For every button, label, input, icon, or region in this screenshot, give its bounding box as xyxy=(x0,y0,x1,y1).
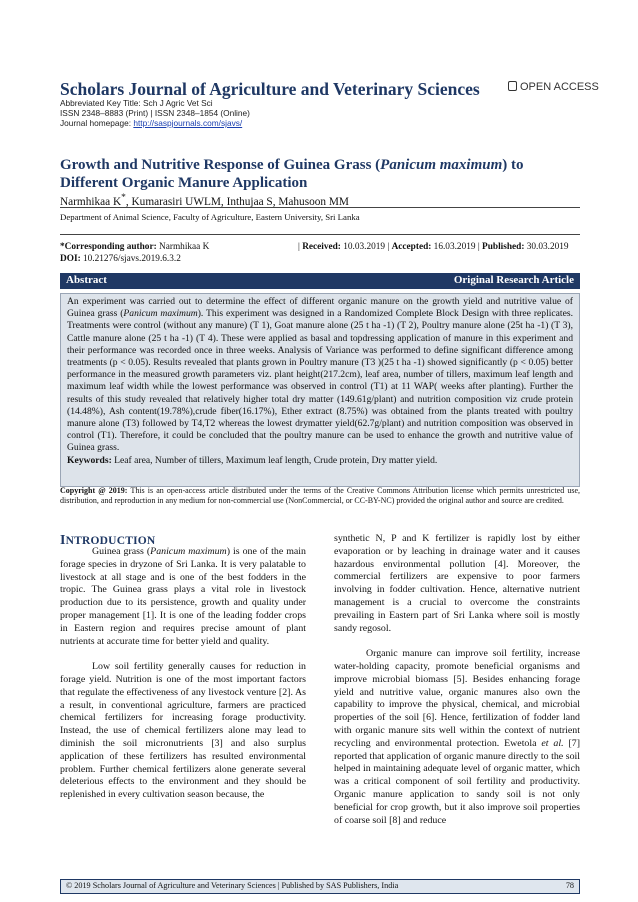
corresponding-mark: * xyxy=(121,193,126,203)
homepage-link[interactable]: http://saspjournals.com/sjavs/ xyxy=(133,118,243,128)
author-first: Narmhikaa K xyxy=(60,195,122,208)
corresponding-author: *Corresponding author: Narmhikaa K xyxy=(60,242,210,252)
abstract-heading: Abstract xyxy=(66,274,107,286)
introduction-heading: INTRODUCTION xyxy=(60,533,156,548)
page-number: 78 xyxy=(565,881,574,890)
doi-value: 10.21276/sjavs.2019.6.3.2 xyxy=(80,254,181,264)
intro-paragraph-1: Guinea grass (Panicum maximum) is one of the main forage species in dryzone of Sri Lanka. It is very palatable to livestock at all stage and is one of the best fodders in the tropic. The Guinea grass plays a vital role in livestock production due to its persistence, growth and quality under proper management [1]. It is one of the leading fodder crops in Eastern region and requires precise amount of plant nutrients at accurate time for better yield and quality. xyxy=(60,546,306,647)
intro-paragraph-2: Low soil fertility generally causes for reduction in forage yield. Nutrition is one of the most important factors that regulate the effectiveness of any livestock venture [2]. As a result, in conventional agriculture, farmers are practiced chemical fertilizers for increasing forage productivity. Instead, the use of chemical fertilizers alone may lead to diminish the soil micronutrients [3] and also surplus application of these fertilizers has resulted environmental problem. Further chemical fertilizers alone generate several deleterious effects to the environment and they should be replenished in every cultivation season because, the xyxy=(60,661,306,801)
open-lock-icon xyxy=(508,81,517,91)
affiliation: Department of Animal Science, Faculty of Agriculture, Eastern University, Sri Lanka xyxy=(60,212,360,222)
abstract-body xyxy=(60,293,580,487)
intro-paragraph-3: synthetic N, P and K fertilizer is rapidly lost by either evaporation or by leaching in drainage water and it causes hazardous environmental pollution [4]. Moreover, the commercial fertilizers are expensive to poor farmers involving in fodder cultivation. Hence, alternative nutrient management is a crucial to overcome the constraints prevailing in Eastern part of Sri Lanka where soil is mostly sandy regosol. xyxy=(334,533,580,634)
doi: DOI: 10.21276/sjavs.2019.6.3.2 xyxy=(60,254,181,264)
footer-text: © 2019 Scholars Journal of Agriculture and Veterinary Sciences | Published by SAS Publishers, India xyxy=(66,881,399,890)
left-column xyxy=(60,546,306,815)
copyright-notice: Copyright @ 2019: This is an open-access article distributed under the terms of the Creative Commons Attribution license which permits unrestricted use, distribution, and reproduction in any medium for non-commercial use (NonCommercial, or CC-BY-NC) provided the original author and source are credited. xyxy=(60,486,581,505)
open-access-label: OPEN ACCESS xyxy=(520,81,599,93)
journal-title: Scholars Journal of Agriculture and Veterinary Sciences xyxy=(60,79,480,99)
intro-paragraph-4: Organic manure can improve soil fertility, increase water-holding capacity, promote beneficial organisms and improve microbial biomass [5]. Besides enhancing forage yield and nutritive value, organic manures also own the capability to improve the physical, chemical, and microbial properties of the soil [6]. Hence, fertilization of fodder land with organic manure sits well within the context of nutrient recycling and environmental protection. Ewetola et al. [7] reported that application of organic manure directly to the soil helped in maintaining adequate level of organic matter, which was a critical component of soil fertility and productivity. Organic manure application to sandy soil is not only beneficial for crop growth, but it also improve soil properties of coarse soil [8] and reduce xyxy=(334,648,581,826)
article-title: Growth and Nutritive Response of Guinea Grass (Panicum maximum) to Different Organic Manure Application xyxy=(60,157,524,191)
abstract-header-bar xyxy=(60,273,580,289)
open-access-badge xyxy=(508,80,599,93)
divider xyxy=(60,234,580,235)
abbreviated-title: Abbreviated Key Title: Sch J Agric Vet Sci xyxy=(60,98,213,108)
right-column xyxy=(334,533,580,840)
homepage-label: Journal homepage: xyxy=(60,118,134,128)
issn-line: ISSN 2348–8883 (Print) | ISSN 2348–1854 (Online) xyxy=(60,108,250,118)
journal-homepage xyxy=(60,118,242,128)
article-dates: | Received: 10.03.2019 | Accepted: 16.03.2019 | Published: 30.03.2019 xyxy=(298,242,569,252)
divider xyxy=(60,207,580,208)
author-list xyxy=(60,193,349,208)
keywords: Keywords: Leaf area, Number of tillers, Maximum leaf length, Crude protein, Dry matter yield. xyxy=(67,454,438,466)
article-type: Original Research Article xyxy=(453,274,574,286)
authors-rest: , Kumarasiri UWLM, Inthujaa S, Mahusoon MM xyxy=(125,195,349,208)
page-footer xyxy=(60,879,580,894)
abstract-text: An experiment was carried out to determine the effect of different organic manure on the growth yield and nutritive value of Guinea grass (Panicum maximum). This experiment was designed in a Randomized Complete Block Design with three replicates. Treatments were control (without any manure) (T 1), Goat manure alone (25 t ha -1) (T 2), Poultry manure alone (25t ha -1) (T 3), Cattle manure alone (25 t ha -1) (T 4). These were applied as basal and topdressing application of manure in this experiment and their performance was recorded once in three weeks. Analysis of Variance was performed to define significant difference among treatments (p < 0.05). Results revealed that plants grown in Poultry manure (T3 )(25 t ha -1) showed significantly (p < 0.05) better performance in the measured growth parameters viz. plant height(217.2cm), leaf area, number of tillers, maximum leaf length and maximum leaf width while the lowest performance was observed in control (T1) at 11 WAP( weeks after planting). Further the results of this study revealed that relatively higher total dry matter (149.61g/plant) and nutrition composition viz crude protein (14.48%), Ash content(19.78%),crude fiber(16.17%), Ether extract (8.75%) was obtained from the plants treated with poultry manure alone (T3) followed by T4,T2 whereas the lowest drymatter yield(62.7g/plant) and nutrition composition was observed in control (T1). Therefore, it could be concluded that the poultry manure can be used to enhance the growth and nutritive value of Guinea grass. xyxy=(67,296,573,454)
